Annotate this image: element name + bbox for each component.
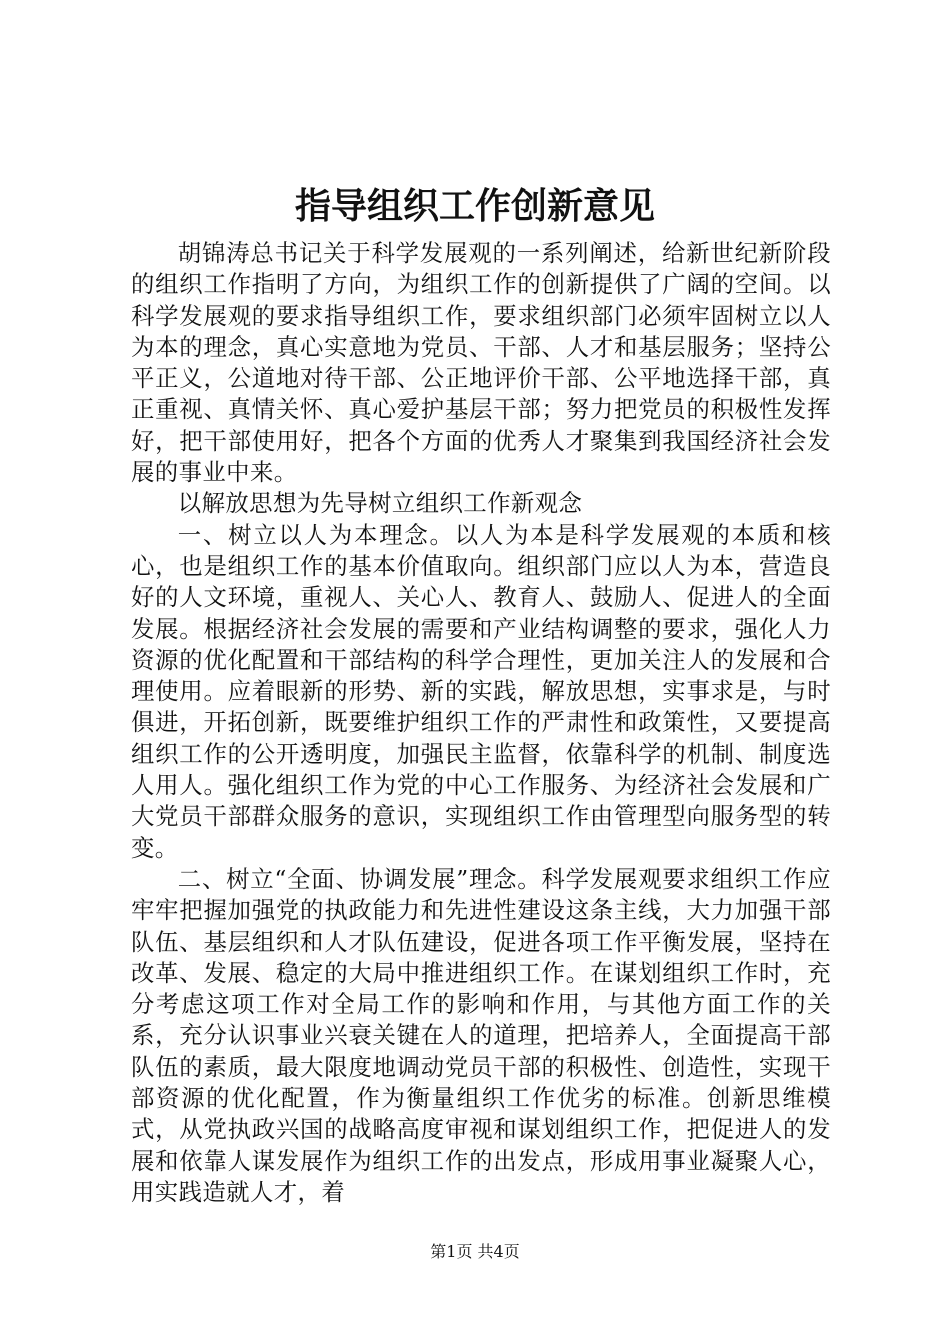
page-number: 第1页 共4页 [430,1242,520,1261]
section-heading: 以解放思想为先导树立组织工作新观念 [177,489,583,518]
paragraph-coordinated-development: 二、树立“全面、协调发展”理念。科学发展观要求组织工作应牢牢把握加强党的执政能力和先进性建设这条主线，大力加强干部队伍、基层组织和人才队伍建设，促进各项工作平衡发展，坚持在改革、发展、稳定的大局中推进组织工作。在谋划组织工作时，充分考虑这项工作对全局工作的影响和作用，与其他方面工作的关系，充分认识事业兴衰关键在人的道理，把培养人，全面提高干部队伍的素质，最大限度地调动党员干部的积极性、创造性，实现干部资源的优化配置，作为衡量组织工作优劣的标准。创新思维模式，从党执政兴国的战略高度审视和谋划组织工作，把促进人的发展和依靠人谋发展作为组织工作的出发点，形成用事业凝聚人心，用实践造就人才，着 [131,864,831,1206]
paragraph-people-first: 一、树立以人为本理念。以人为本是科学发展观的本质和核心，也是组织工作的基本价值取向。组织部门应以人为本，营造良好的人文环境，重视人、关心人、教育人、鼓励人、促进人的全面发展。根据经济社会发展的需要和产业结构调整的要求，强化人力资源的优化配置和干部结构的科学合理性，更加关注人的发展和合理使用。应着眼新的形势、新的实践，解放思想，实事求是，与时俱进，开拓创新，既要维护组织工作的严肃性和政策性，又要提高组织工作的公开透明度，加强民主监督，依靠科学的机制、制度选人用人。强化组织工作为党的中心工作服务、为经济社会发展和广大党员干部群众服务的意识，实现组织工作由管理型向服务型的转变。 [131,520,831,862]
document-title: 指导组织工作创新意见 [294,185,655,227]
paragraph-intro: 胡锦涛总书记关于科学发展观的一系列阐述，给新世纪新阶段的组织工作指明了方向，为组织工作的创新提供了广阔的空间。以科学发展观的要求指导组织工作，要求组织部门必须牢固树立以人为本的理念，真心实意地为党员、干部、人才和基层服务；坚持公平正义，公道地对待干部、公正地评价干部、公平地选择干部，真正重视、真情关怀、真心爱护基层干部；努力把党员的积极性发挥好，把干部使用好，把各个方面的优秀人才聚集到我国经济社会发展的事业中来。 [131,239,831,487]
document-body [131,238,831,1208]
